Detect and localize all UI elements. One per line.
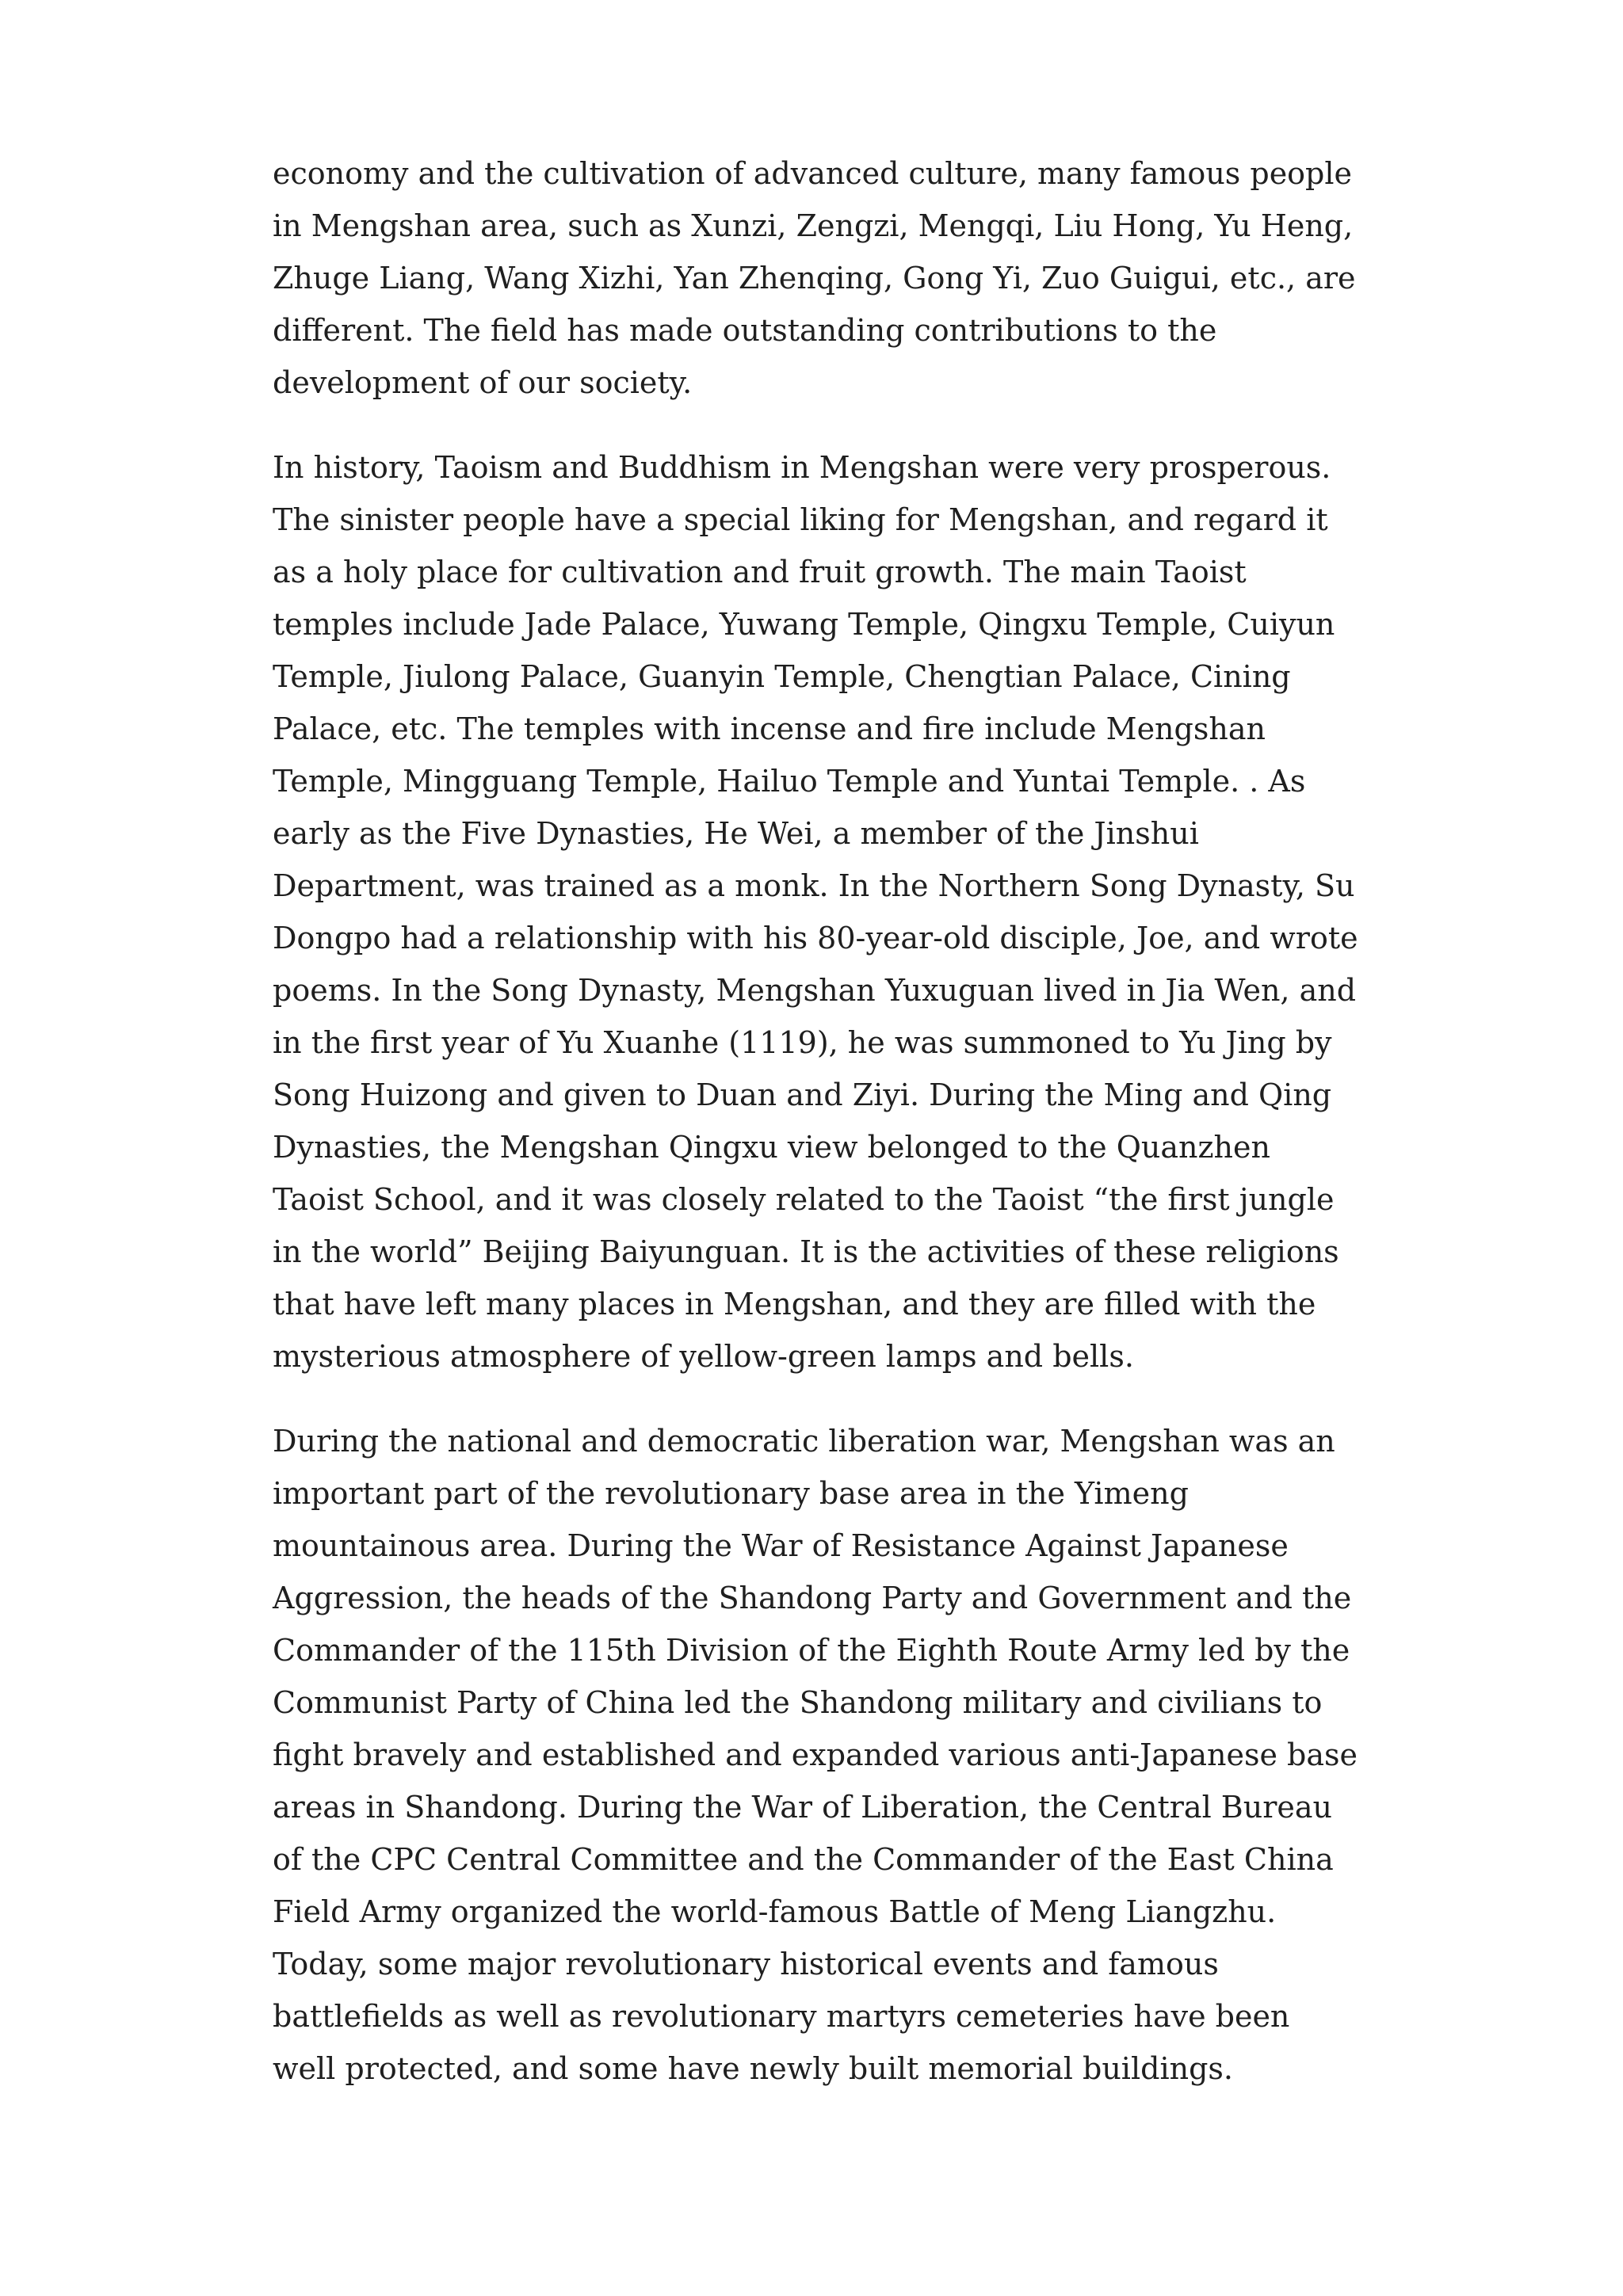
paragraph-liberation-war: During the national and democratic liberation war, Mengshan was an important part of the revolutionary base area in the Yimeng mountainous area. During the War of Resistance Against Japanese Aggression, the heads of the Shandong Party and Government and the Commander of the 115th Division of the Eighth Route Army led by the Communist Party of China led the Shandong military and civilians to fight bravely and established and expanded various anti-Japanese base areas in Shandong. During the War of Liberation, the Central Bureau of the CPC Central Committee and the Commander of the East China Field Army organized the world-famous Battle of Meng Liangzhu. Today, some major revolutionary historical events and famous battlefields as well as revolutionary martyrs cemeteries have been well protected, and some have newly built memorial buildings. <box>273 1424 1358 2086</box>
paragraph-economy-culture: economy and the cultivation of advanced culture, many famous people in Mengshan area, such as Xunzi, Zengzi, Mengqi, Liu Hong, Yu Heng, Zhuge Liang, Wang Xizhi, Yan Zhenqing, Gong Yi, Zuo Guigui, etc., are different. The field has made outstanding contributions to the development of our society. <box>273 156 1356 400</box>
paragraph-taoism-buddhism: In history, Taoism and Buddhism in Mengshan were very prosperous. The sinister people have a special liking for Mengshan, and regard it as a holy place for cultivation and fruit growth. The main Taoist temples include Jade Palace, Yuwang Temple, Qingxu Temple, Cuiyun Temple, Jiulong Palace, Guanyin Temple, Chengtian Palace, Cining Palace, etc. The temples with incense and fire include Mengshan Temple, Mingguang Temple, Hailuo Temple and Yuntai Temple. . As early as the Five Dynasties, He Wei, a member of the Jinshui Department, was trained as a monk. In the Northern Song Dynasty, Su Dongpo had a relationship with his 80-year-old disciple, Joe, and wrote poems. In the Song Dynasty, Mengshan Yuxuguan lived in Jia Wen, and in the first year of Yu Xuanhe (1119), he was summoned to Yu Jing by Song Huizong and given to Duan and Ziyi. During the Ming and Qing Dynasties, the Mengshan Qingxu view belonged to the Quanzhen Taoist School, and it was closely related to the Taoist “the first jungle in the world” Beijing Baiyunguan. It is the activities of these religions that have left many places in Mengshan, and they are filled with the mysterious atmosphere of yellow-green lamps and bells. <box>273 450 1358 1374</box>
document-page <box>273 147 1358 2127</box>
